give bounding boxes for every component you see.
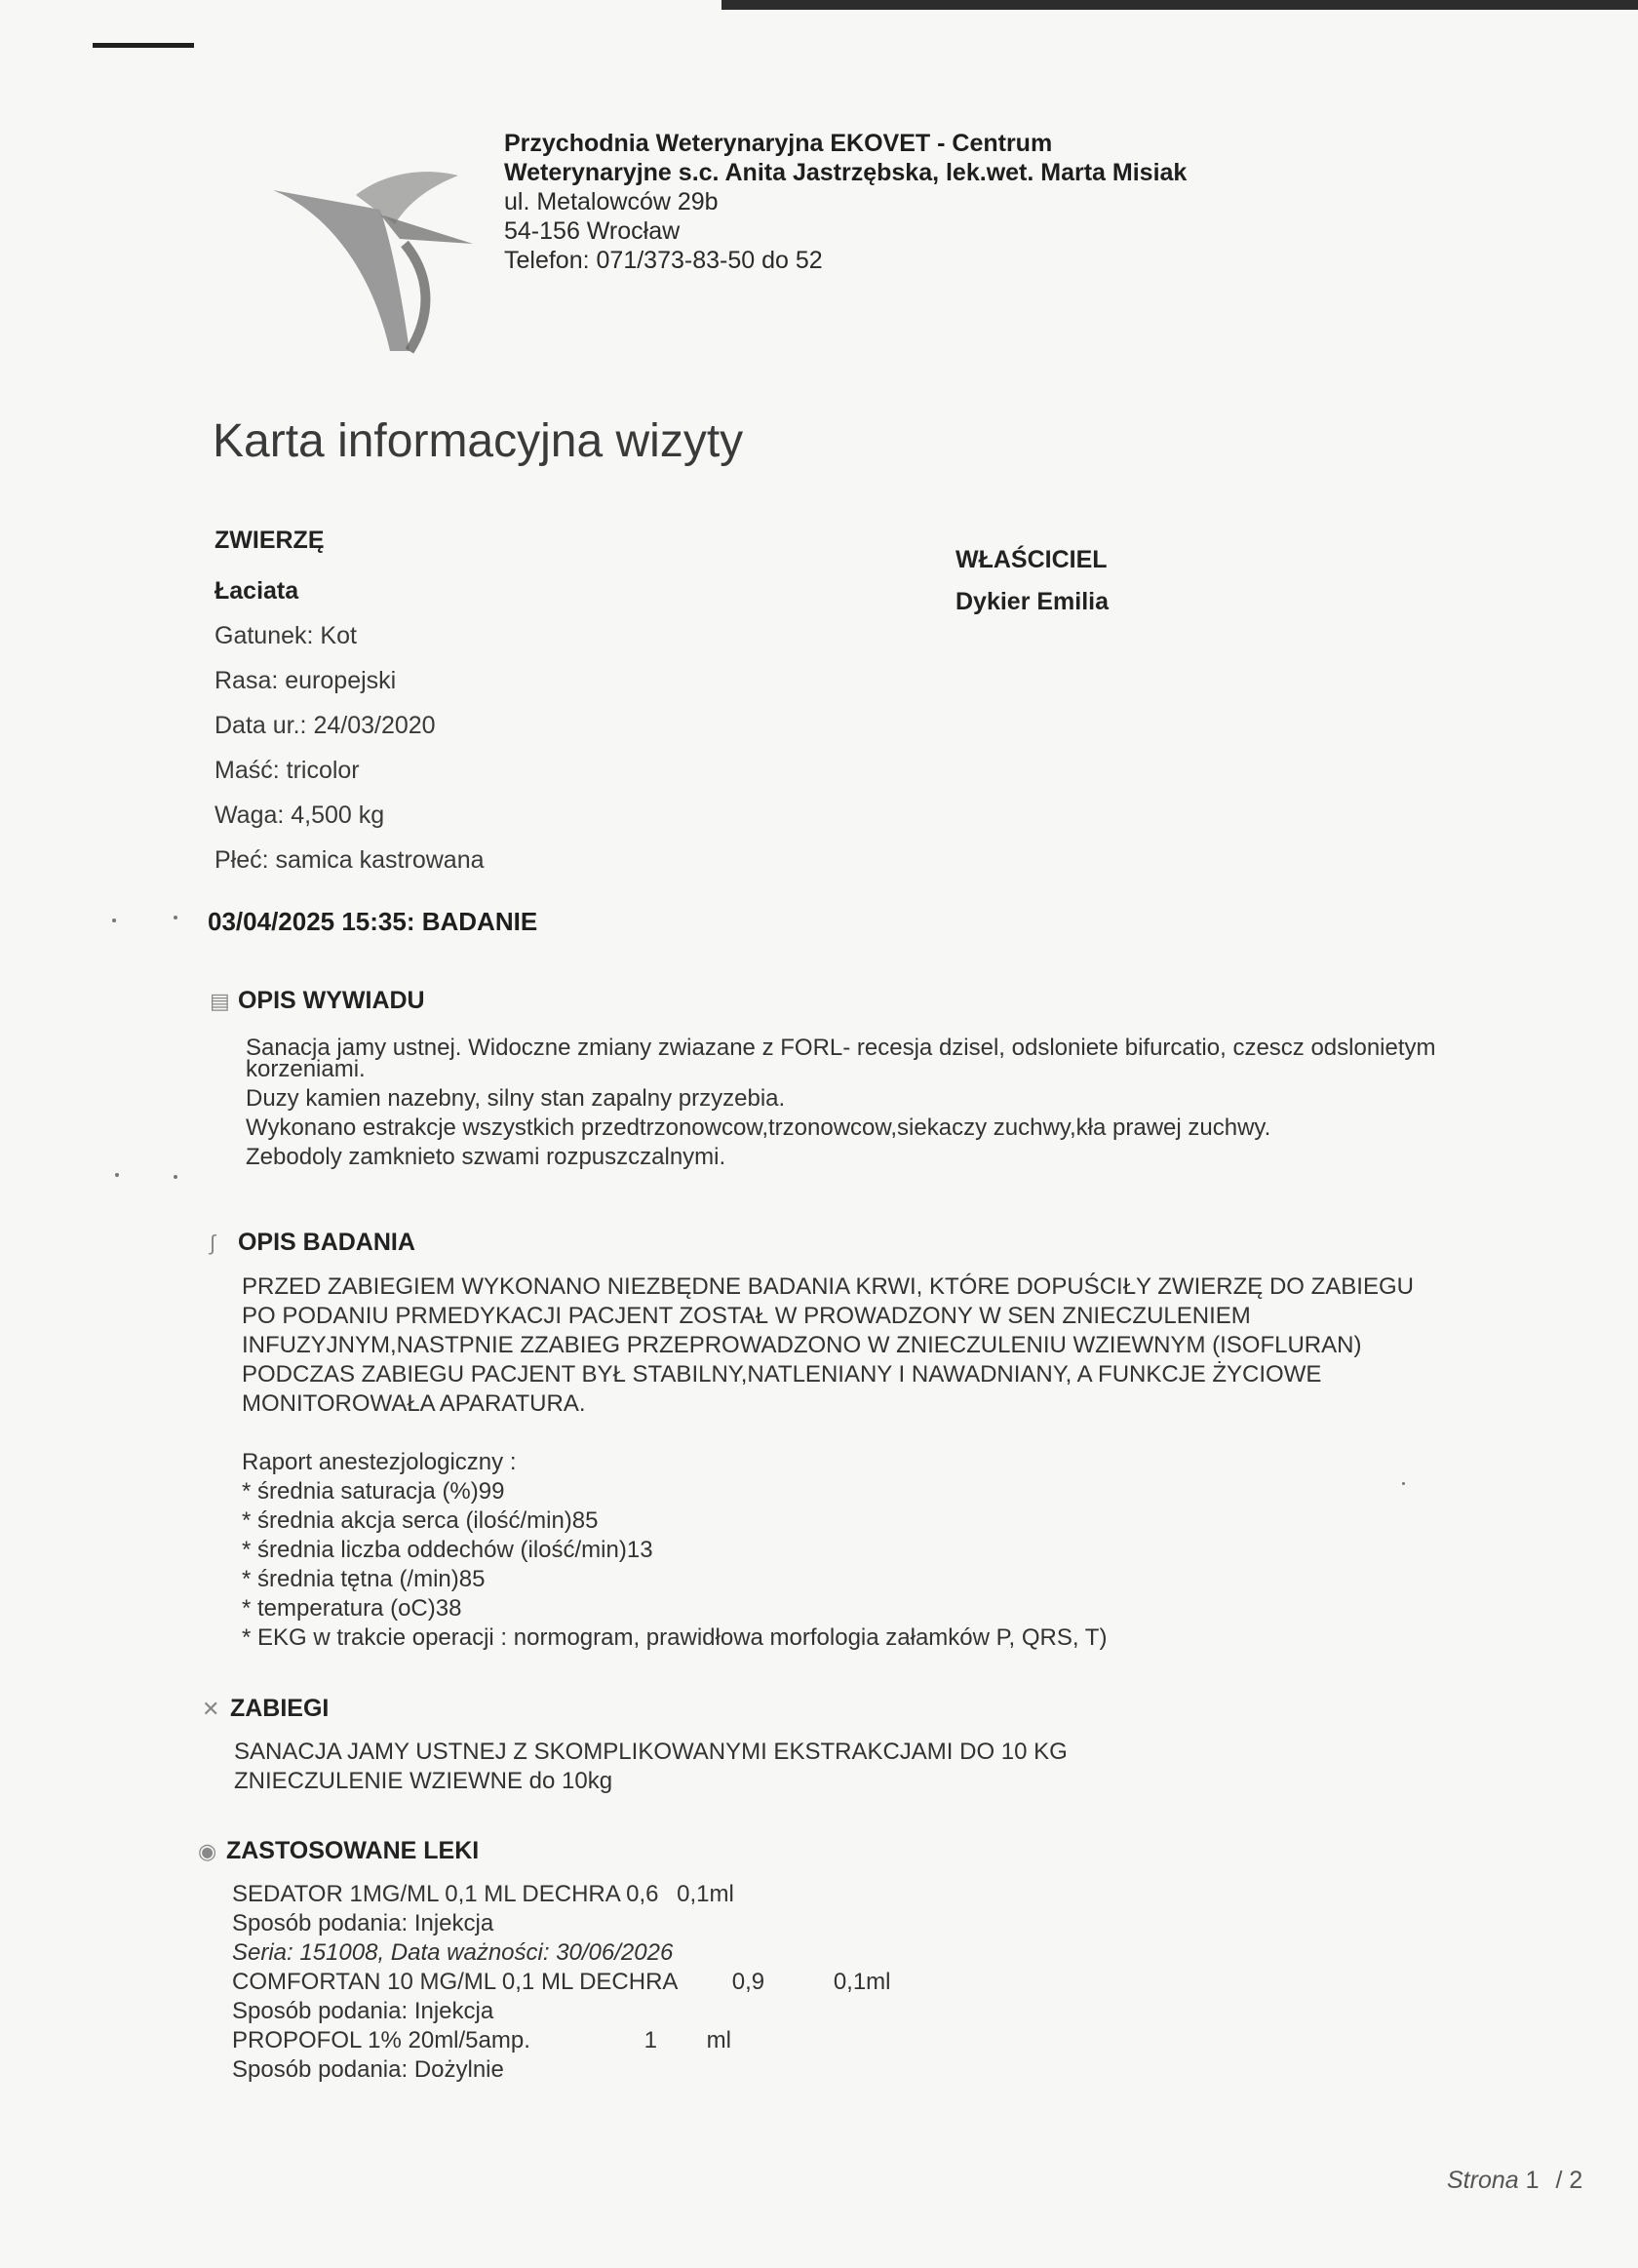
clinic-logo [263, 156, 497, 361]
animal-breed: Rasa: europejski [214, 667, 397, 694]
clinic-city: 54-156 Wrocław [504, 217, 681, 245]
zabieg-line: ZNIECZULENIE WZIEWNE do 10kg [234, 1768, 613, 1794]
medication-amount: ml [706, 2027, 731, 2053]
wywiad-line: Duzy kamien nazebny, silny stan zapalny przyzebia. [246, 1085, 786, 1112]
clinic-phone: Telefon: 071/373-83-50 do 52 [504, 247, 823, 274]
wywiad-line: Sanacja jamy ustnej. Widoczne zmiany zwiazane z FORL- recesja dzisel, odsloniete bifurcatio, czescz odslonietym [246, 1035, 1436, 1061]
animal-weight: Waga: 4,500 kg [214, 802, 385, 829]
medication-name: SEDATOR 1MG/ML 0,1 ML DECHRA 0,6 [232, 1881, 659, 1907]
wywiad-text [246, 1034, 1436, 1172]
animal-section [214, 527, 485, 882]
clinic-name-line1: Przychodnia Weterynaryjna EKOVET - Centrum [504, 130, 1053, 157]
medication-series: Seria: 151008, Data ważności: 30/06/2026 [232, 1939, 674, 1966]
medication-route: Sposób podania: Injekcja [232, 1998, 494, 2024]
scalpel-icon: ✕ [202, 1697, 220, 1721]
medication-amount: 0,1ml [833, 1969, 891, 1995]
page-number [1447, 2167, 1582, 2195]
badanie-title [210, 1229, 415, 1257]
medication-name: PROPOFOL 1% 20ml/5amp. [232, 2027, 530, 2053]
animal-species: Gatunek: Kot [214, 622, 357, 649]
visit-heading: 03/04/2025 15:35: BADANIE [208, 907, 538, 936]
wywiad-title-text: OPIS WYWIADU [237, 987, 425, 1014]
owner-name: Dykier Emilia [956, 588, 1110, 615]
scan-speck [115, 1173, 119, 1177]
zabieg-line: SANACJA JAMY USTNEJ Z SKOMPLIKOWANYMI EKSTRAKCJAMI DO 10 KG [234, 1739, 1068, 1765]
badanie-line: PRZED ZABIEGIEM WYKONANO NIEZBĘDNE BADANIA KRWI, KTÓRE DOPUŚCIŁY ZWIERZĘ DO ZABIEGU [242, 1273, 1414, 1300]
report-line: * EKG w trakcie operacji : normogram, prawidłowa morfologia załamków P, QRS, T) [242, 1624, 1108, 1651]
owner-header: WŁAŚCICIEL [956, 546, 1108, 573]
zabiegi-title-text: ZABIEGI [229, 1695, 330, 1722]
badanie-line: PODCZAS ZABIEGU PACJENT BYŁ STABILNY,NATLENIANY I NAWADNIANY, A FUNKCJE ŻYCIOWE [242, 1361, 1322, 1388]
scan-speck [174, 916, 177, 919]
scan-speck [174, 1175, 177, 1179]
scan-mark [93, 43, 194, 48]
badanie-text [242, 1272, 1414, 1653]
animal-name: Łaciata [214, 577, 299, 605]
badanie-title-text: OPIS BADANIA [237, 1229, 415, 1256]
scan-speck [1402, 1482, 1405, 1485]
clipboard-icon: ▤ [210, 989, 230, 1013]
medication-row [232, 1968, 891, 1997]
report-line: * średnia liczba oddechów (ilość/min)13 [242, 1537, 653, 1563]
medication-row [232, 2026, 891, 2055]
badanie-line: PO PODANIU PRMEDYKACJI PACJENT ZOSTAŁ W PROWADZONY W SEN ZNIECZULENIEM [242, 1303, 1251, 1329]
page-current: 1 [1525, 2167, 1540, 2194]
page-total: 2 [1569, 2167, 1583, 2194]
animal-color: Maść: tricolor [214, 757, 360, 784]
wywiad-line: Zebodoly zamknieto szwami rozpuszczalnymi. [246, 1144, 726, 1170]
medication-route: Sposób podania: Dożylnie [232, 2056, 504, 2083]
scan-top-rule [722, 0, 1638, 10]
page-label: Strona [1447, 2167, 1519, 2194]
scan-speck [112, 919, 116, 922]
document-title: Karta informacyjna wizyty [213, 415, 744, 467]
badanie-line: MONITOROWAŁA APARATURA. [242, 1390, 586, 1417]
zabiegi-title [202, 1695, 329, 1723]
animal-dob: Data ur.: 24/03/2020 [214, 712, 436, 739]
zabiegi-text [234, 1738, 1068, 1796]
owner-section [956, 546, 1109, 616]
clinic-street: ul. Metalowców 29b [504, 188, 719, 215]
medication-qty: 1 [644, 2027, 657, 2053]
animal-sex: Płeć: samica kastrowana [214, 846, 485, 874]
wywiad-line: korzeniami. [246, 1056, 366, 1082]
clinic-name-line2: Weterynaryjne s.c. Anita Jastrzębska, lek.wet. Marta Misiak [504, 159, 1188, 186]
page-separator: / [1555, 2167, 1563, 2194]
medication-row [232, 1880, 891, 1909]
medication-qty: 0,9 [731, 1969, 765, 1995]
stethoscope-icon: ∫ [210, 1231, 216, 1255]
report-line: * średnia tętna (/min)85 [242, 1566, 486, 1592]
medication-route: Sposób podania: Injekcja [232, 1910, 494, 1936]
wywiad-line: Wykonano estrakcje wszystkich przedtrzonowcow,trzonowcow,siekaczy zuchwy,kła prawej zuchwy. [246, 1114, 1271, 1141]
wywiad-title [210, 987, 425, 1015]
report-title: Raport anestezjologiczny : [242, 1449, 517, 1475]
medications-list [232, 1880, 891, 2085]
badanie-line: INFUZYJNYM,NASTPNIE ZZABIEG PRZEPROWADZONO W ZNIECZULENIU WZIEWNYM (ISOFLURAN) [242, 1332, 1362, 1358]
leki-title [198, 1837, 479, 1865]
animal-header: ZWIERZĘ [214, 527, 325, 554]
report-line: * średnia saturacja (%)99 [242, 1478, 505, 1505]
clinic-header [504, 129, 1187, 275]
report-line: * średnia akcja serca (ilość/min)85 [242, 1507, 599, 1534]
pill-icon: ◉ [198, 1839, 217, 1863]
medication-name: COMFORTAN 10 MG/ML 0,1 ML DECHRA [232, 1969, 678, 1995]
leki-title-text: ZASTOSOWANE LEKI [225, 1837, 480, 1864]
medication-amount: 0,1ml [677, 1881, 734, 1907]
report-line: * temperatura (oC)38 [242, 1595, 462, 1622]
